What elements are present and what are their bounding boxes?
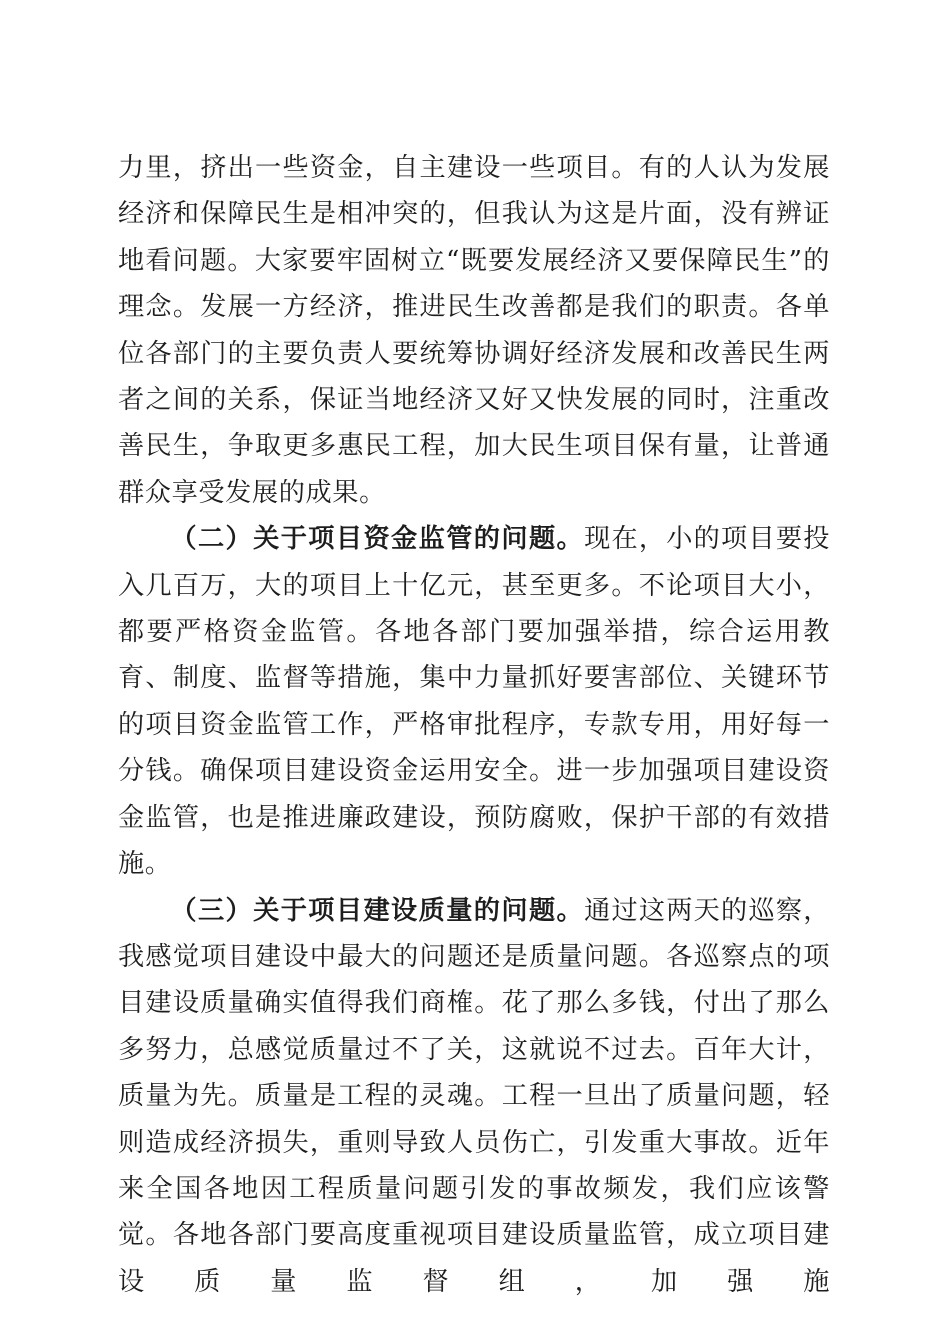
section-heading-three: （三）关于项目建设质量的问题。 xyxy=(170,894,585,926)
paragraph-section-two xyxy=(118,516,830,887)
paragraph-text: 通过这两天的巡察，我感觉项目建设中最大的问题还是质量问题。各巡察点的项目建设质量确实值得我们商榷。花了那么多钱，付出了那么多努力，总感觉质量过不了关，这就说不过去。百年大计，质量为先。质量是工程的灵魂。工程一旦出了质量问题，轻则造成经济损失，重则导致人员伤亡，引发重大事故。近年来全国各地因工程质量问题引发的事故频发，我们应该警觉。各地各部门要高度重视项目建设质量监管，成立项目建设质量监督组，加强施 xyxy=(118,895,830,1297)
paragraph-text: 力里，挤出一些资金，自主建设一些项目。有的人认为发展经济和保障民生是相冲突的，但我认为这是片面，没有辨证地看问题。大家要牢固树立“既要发展经济又要保障民生”的理念。发展一方经济，推进民生改善都是我们的职责。各单位各部门的主要负责人要统筹协调好经济发展和改善民生两者之间的关系，保证当地经济又好又快发展的同时，注重改善民生，争取更多惠民工程，加大民生项目保有量，让普通群众享受发展的成果。 xyxy=(118,153,830,508)
paragraph-section-three xyxy=(118,888,830,1306)
document-text-body xyxy=(118,145,830,1305)
section-heading-two: （二）关于项目资金监管的问题。 xyxy=(170,523,585,555)
paragraph-text: 现在，小的项目要投入几百万，大的项目上十亿元，甚至更多。不论项目大小，都要严格资金监管。各地各部门要加强举措，综合运用教育、制度、监督等措施，集中力量抓好要害部位、关键环节的项目资金监管工作，严格审批程序，专款专用，用好每一分钱。确保项目建设资金运用安全。进一步加强项目建设资金监管，也是推进廉政建设，预防腐败，保护干部的有效措施。 xyxy=(118,524,830,880)
paragraph-continuation xyxy=(118,145,830,516)
